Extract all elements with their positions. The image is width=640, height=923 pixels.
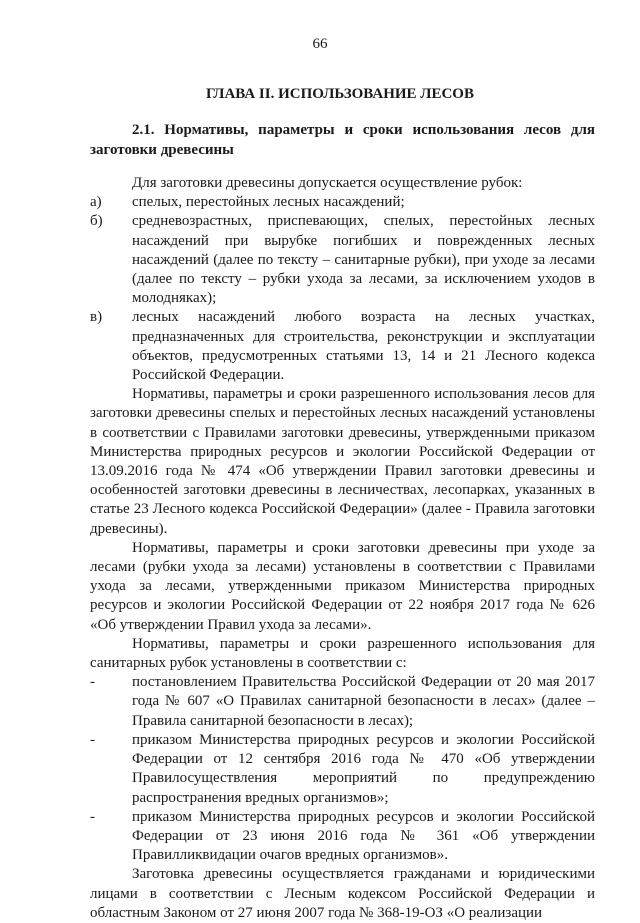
list-marker: в) — [90, 309, 103, 326]
section-title: 2.1. Нормативы, параметры и сроки использования лесов для заготовки древесины — [90, 122, 595, 158]
chapter-title: ГЛАВА II. ИСПОЛЬЗОВАНИЕ ЛЕСОВ — [206, 86, 474, 102]
list-text: средневозрастных, приспевающих, спелых, перестойных лесных насаждений при вырубке погибших и поврежденных лесных насаждений (далее по тексту – санитарные рубки), при уходе за лесами (далее по тексту – рубки ухода за лесами, за исключением уходов в молодняках); — [132, 213, 595, 307]
list-marker: - — [90, 674, 95, 691]
list-text: постановлением Правительства Российской Федерации от 20 мая 2017 года № 607 «О Правилах санитарной безопасности в лесах» (далее – Правила санитарной безопасности в лесах); — [132, 674, 595, 729]
paragraph-harvesting: Заготовка древесины осуществляется гражданами и юридическими лицами в соответствии с Лесным кодексом Российской Федерации и областным Законом от 27 июня 2007 года № 368-19-ОЗ «О реализации — [90, 866, 595, 921]
page-number: 66 — [312, 36, 328, 52]
list-text: спелых, перестойных лесных насаждений; — [132, 194, 405, 211]
list-text: приказом Министерства природных ресурсов и экологии Российской Федерации от 23 июня 2016 года № 361 «Об утверждении Правилликвидации очагов вредных организмов». — [132, 808, 595, 864]
list-text: лесных насаждений любого возраста на лесных участках, предназначенных для строительства, реконструкции и эксплуатации объектов, предусмотренных статьями 13, 14 и 21 Лесного кодекса Российской Федерации. — [132, 309, 595, 384]
list-item — [90, 808, 595, 866]
list-marker: б) — [90, 213, 103, 230]
list-marker: - — [90, 808, 95, 825]
list-item — [90, 308, 595, 385]
paragraph-sanitary-intro: Нормативы, параметры и сроки разрешенного использования для санитарных рубок установлены в соответствии с: — [90, 635, 595, 672]
list-item — [90, 212, 595, 308]
list-marker: - — [90, 731, 95, 748]
list-text: приказом Министерства природных ресурсов и экологии Российской Федерации от 12 сентября 2016 года № 470 «Об утверждении Правилосуществления мероприятий по предупреждению распространения вредных организмов»; — [132, 731, 595, 806]
list-marker: а) — [90, 194, 102, 211]
paragraph-care-rules: Нормативы, параметры и сроки заготовки древесины при уходе за лесами (рубки ухода за лесами) установлены в соответствии с Правилами ухода за лесами, утвержденными приказом Министерства природных ресурсов и экологии Российской Федерации от 22 ноября 2017 года № 626 «Об утверждении Правил ухода за лесами». — [90, 539, 595, 633]
list-item — [90, 193, 595, 212]
paragraph-felling-rules: Нормативы, параметры и сроки разрешенного использования лесов для заготовки древесины спелых и перестойных лесных насаждений установлены в соответствии с Правилами заготовки древесины, утвержденными приказом Министерства природных ресурсов и экологии Российской Федерации от 13.09.2016 года № 474 «Об утверждении Правил заготовки древесины и особенностей заготовки древесины в лесничествах, лесопарках, указанных в статье 23 Лесного кодекса Российской Федерации» (далее - Правила заготовки древесины). — [90, 386, 595, 537]
list-item — [90, 731, 595, 808]
intro-paragraph: Для заготовки древесины допускается осуществление рубок: — [132, 175, 523, 191]
list-item — [90, 673, 595, 731]
body-text — [90, 174, 595, 923]
